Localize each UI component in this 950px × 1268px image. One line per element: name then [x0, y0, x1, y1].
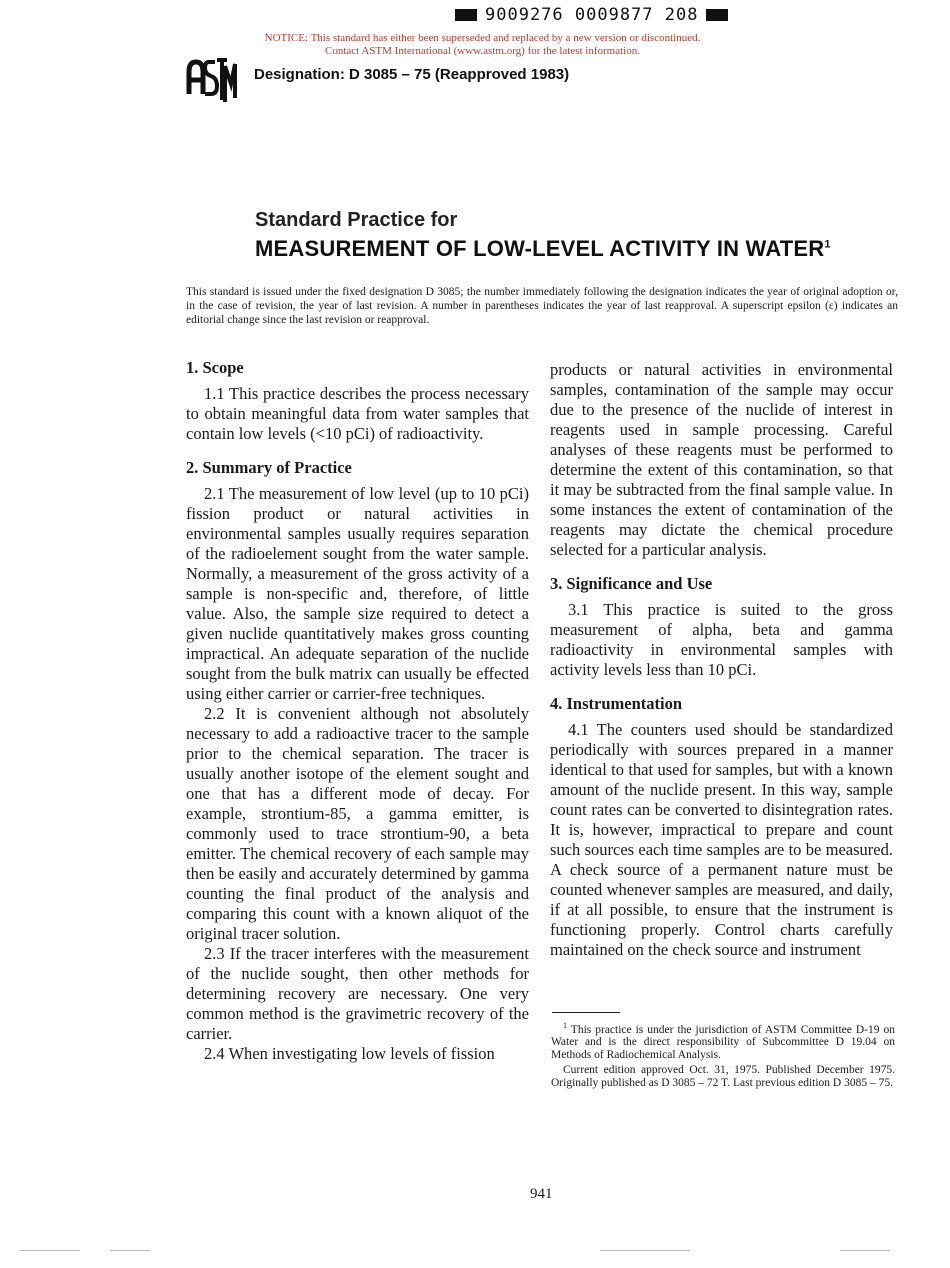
barcode-number: 9009276 0009877 208	[485, 5, 699, 25]
page-number: 941	[530, 1186, 553, 1202]
paragraph-2-3: 2.3 If the tracer interferes with the measurement of the nuclide sought, then other methods for determining recovery are necessary. One very common method is the gravimetric recovery of the carrier.	[186, 944, 529, 1043]
barcode-block-right	[706, 9, 728, 21]
notice-line-2: Contact ASTM International (www.astm.org) for the latest information.	[325, 45, 640, 57]
section-heading-instrumentation: 4. Instrumentation	[550, 694, 683, 713]
scan-artifact	[840, 1250, 890, 1251]
scan-artifact	[600, 1250, 690, 1251]
paragraph-3-1: 3.1 This practice is suited to the gross measurement of alpha, beta and gamma radioactivity in environmental samples with activity levels less than 10 pCi.	[550, 600, 893, 679]
paragraph-2-2: 2.2 It is convenient although not absolutely necessary to add a radioactive tracer to the sample prior to the chemical separation. The tracer is usually another isotope of the element sought and one that has a different mode of decay. For example, strontium-85, a gamma emitter, is commonly used to trace strontium-90, a beta emitter. The chemical recovery of each sample may then be easily and accurately determined by gamma counting the final product of the analysis and comparing this count with a known aliquot of the original tracer solution.	[186, 704, 529, 943]
title-prefix: Standard Practice for	[255, 209, 458, 231]
title-footnote-marker: 1	[824, 238, 831, 251]
scan-artifact	[110, 1250, 150, 1251]
scan-artifact	[20, 1250, 80, 1251]
section-heading-significance: 3. Significance and Use	[550, 574, 713, 593]
supersede-notice	[200, 32, 765, 58]
paragraph-2-1: 2.1 The measurement of low level (up to 10 pCi) fission product or natural activities in environmental samples usually requires separation of the radioelement sought from the water sample. Normally, a measurement of the gross activity of a sample is non-specific and, therefore, of little value. Also, the sample size required to detect a given nuclide quantitatively makes gross counting impractical. An adequate separation of the nuclide sought from the bulk matrix can usually be effected using either carrier or carrier-free techniques.	[186, 484, 529, 703]
footnote-1-text: This practice is under the jurisdiction of ASTM Committee D-19 on Water and is the direct responsibility of Subcommittee D 19.04 on Methods of Radiochemical Analysis.	[551, 1023, 895, 1061]
footnote-2: Current edition approved Oct. 31, 1975. Published December 1975. Originally published as D 3085 – 72 T. Last previous edition D 3085 – 75.	[551, 1064, 895, 1089]
notice-line-1: NOTICE: This standard has either been superseded and replaced by a new version or discontinued.	[264, 32, 701, 44]
footnote-1	[551, 1020, 895, 1061]
left-column	[186, 358, 529, 1064]
paragraph-2-4: 2.4 When investigating low levels of fission	[204, 1044, 495, 1063]
astm-logo	[185, 54, 237, 106]
page-title	[255, 236, 831, 262]
footnotes	[551, 1020, 895, 1092]
issue-note: This standard is issued under the fixed designation D 3085; the number immediately following the designation indicates the year of original adoption or, in the case of revision, the year of last revision. A number in parentheses indicates the year of last reapproval. A superscript epsilon (ε) indicates an editorial change since the last revision or reapproval.	[186, 286, 898, 326]
paragraph-1-1: 1.1 This practice describes the process necessary to obtain meaningful data from water samples that contain low levels (<10 pCi) of radioactivity.	[186, 384, 529, 443]
section-heading-summary: 2. Summary of Practice	[186, 458, 352, 477]
footnote-1-marker: 1	[563, 1021, 567, 1030]
designation: Designation: D 3085 – 75 (Reapproved 1983)	[254, 66, 570, 83]
section-heading-scope: 1. Scope	[186, 358, 244, 377]
astm-logo-mark	[185, 54, 237, 106]
paragraph-2-4-continued: products or natural activities in environmental samples, contamination of the sample may occur due to the presence of the nuclide of interest in reagents used in sample processing. Careful analyses of these reagents must be performed to determine the extent of this contamination, so that it may be subtracted from the final sample value. In some instances the extent of contamination of the reagents may dictate the chemical procedure selected for a particular analysis.	[550, 360, 893, 559]
right-column	[550, 360, 893, 960]
barcode-block-left	[455, 9, 477, 21]
footnote-divider	[552, 1012, 620, 1013]
barcode-strip	[455, 4, 728, 26]
paragraph-4-1: 4.1 The counters used should be standardized periodically with sources prepared in a manner identical to that used for samples, but with a known amount of the nuclide present. In this way, sample count rates can be converted to disintegration rates. It is, however, impractical to prepare and count such sources each time samples are to be measured. A check source of a permanent nature must be counted whenever samples are measured, and daily, if at all possible, to ensure that the instrument is functioning properly. Control charts carefully maintained on the check source and instrument	[550, 720, 893, 959]
title-text: MEASUREMENT OF LOW-LEVEL ACTIVITY IN WATER	[255, 236, 825, 261]
